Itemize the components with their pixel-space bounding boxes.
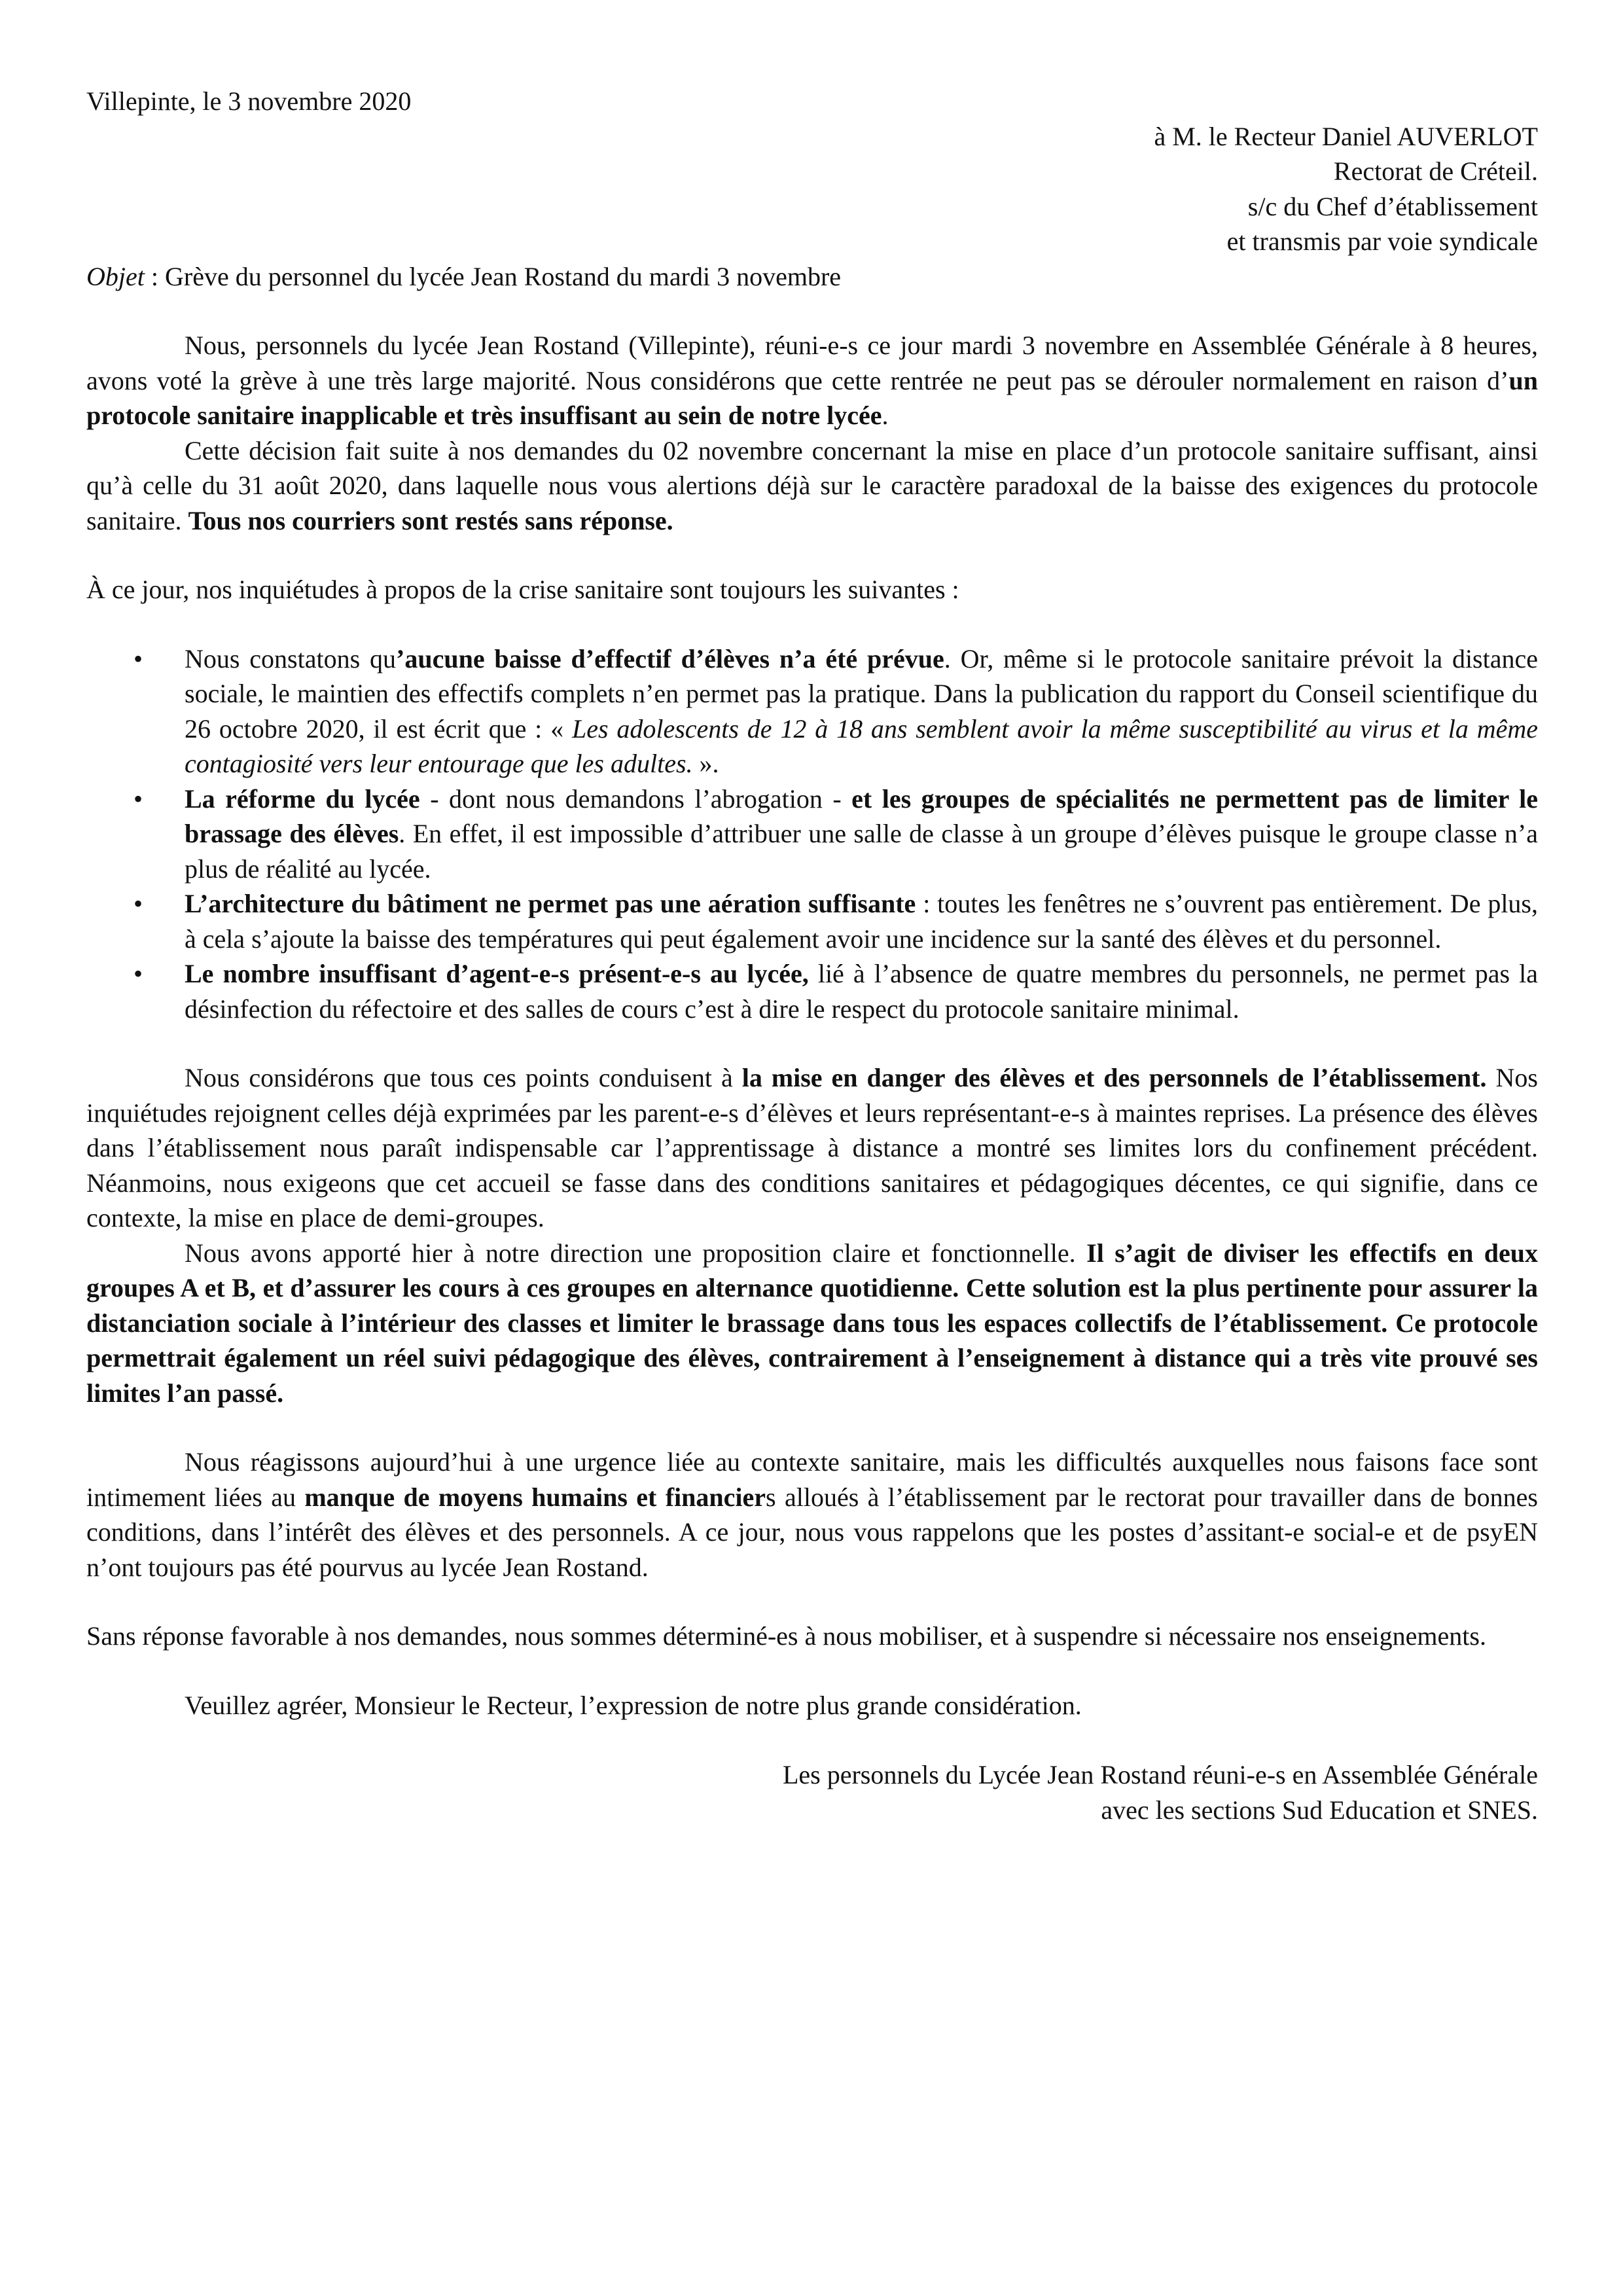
bullet-icon: •: [134, 783, 143, 814]
text-run: s alloués à l’établissement par le rectorat pour travailler dans de bonnes conditions, dans l’intérêt des élèves et des personnels. A ce jour, nous vous rappelons que les postes d’assitant-e social-e et de psyEN n’ont toujours pas été pourvus au lycée Jean Rostand.: [86, 1482, 1539, 1582]
addressee-line: et transmis par voie syndicale: [1226, 226, 1538, 256]
concerns-intro: À ce jour, nos inquiétudes à propos de la crise sanitaire sont toujours les suivantes :: [86, 575, 959, 604]
addressee-block: [86, 119, 1538, 259]
text-run: . En effet, il est impossible d’attribuer une salle de classe à un groupe d’élèves puisque le groupe classe n’a plus de réalité au lycée.: [185, 819, 1538, 884]
body-paragraph-4: [86, 1236, 1538, 1411]
intro-paragraph-1: [86, 328, 1538, 433]
signature-line: Les personnels du Lycée Jean Rostand réuni-e-s en Assemblée Générale: [782, 1760, 1538, 1789]
subject-line: [86, 259, 1538, 295]
text-run: lié à l’absence de quatre membres du personnels, ne permet pas la désinfection du réfectoire et des salles de cours c’est à dire le respect du protocole sanitaire minimal.: [185, 959, 1538, 1024]
closing-formula: Veuillez agréer, Monsieur le Recteur, l’expression de notre plus grande considération.: [185, 1690, 1082, 1720]
list-item: [86, 956, 1538, 1026]
list-item: [86, 781, 1538, 887]
bullet-icon: •: [134, 959, 143, 988]
body-paragraph-5: [86, 1444, 1538, 1585]
text-run: : toutes les fenêtres ne s’ouvrent pas entièrement. De plus, à cela s’ajoute la baisse des températures qui peut également avoir une incidence sur la santé des élèves et du personnel.: [185, 889, 1538, 954]
signature-block: [86, 1757, 1538, 1827]
bold-run: L’architecture du bâtiment ne permet pas une aération suffisante: [185, 889, 916, 918]
text-run: . Or, même si le protocole sanitaire prévoit la distance sociale, le maintien des effectifs complets n’en permet pas la pratique. Dans la publication du rapport du Conseil scientifique du 26 octobre 2020, il est écrit que : «: [185, 643, 1538, 744]
text-run: Nous considérons que tous ces points conduisent à: [185, 1063, 742, 1092]
bold-run: ’aucune baisse d’effectif d’élèves n’a été prévue: [396, 643, 944, 673]
bullet-icon: •: [134, 643, 143, 673]
text-run: Nous avons apporté hier à notre direction une proposition claire et fonctionnelle.: [185, 1238, 1087, 1268]
quote-run: Les adolescents de 12 à 18 ans semblent avoir la même susceptibilité au virus et la même contagiosité vers leur entourage que les adultes.: [185, 713, 1539, 778]
bold-run: un protocole sanitaire inapplicable et très insuffisant au sein de notre lycée: [86, 365, 1538, 430]
list-item: [86, 641, 1538, 781]
bold-run: la mise en danger des élèves et des personnels de l’établissement.: [741, 1063, 1487, 1092]
addressee-line: à M. le Recteur Daniel AUVERLOT: [1154, 121, 1538, 151]
text-run: ».: [692, 749, 719, 778]
intro-paragraph-2: [86, 433, 1538, 539]
subject-text: : Grève du personnel du lycée Jean Rostand du mardi 3 novembre: [144, 261, 842, 291]
signature-line: avec les sections Sud Education et SNES.: [1101, 1795, 1538, 1825]
text-run: Nous réagissons aujourd’hui à une urgence liée au contexte sanitaire, mais les difficultés auxquelles nous faisons face sont intimement liées au: [86, 1447, 1538, 1512]
text-run: .: [882, 401, 889, 430]
bold-run: La réforme du lycée: [185, 783, 420, 814]
body-paragraph-6: Sans réponse favorable à nos demandes, nous sommes déterminé-es à nous mobiliser, et à suspendre si nécessaire nos enseignements.: [86, 1621, 1486, 1651]
subject-label: Objet: [86, 261, 145, 291]
addressee-line: Rectorat de Créteil.: [1333, 156, 1538, 186]
text-run: Cette décision fait suite à nos demandes du 02 novembre concernant la mise en place d’un protocole sanitaire suffisant, ainsi qu’à celle du 31 août 2020, dans laquelle nous vous alertions déjà sur le caractère paradoxal de la baisse des exigences du protocole sanitaire.: [86, 435, 1538, 535]
bold-run: et les groupes de spécialités ne permettent pas de limiter le brassage des élèves: [185, 783, 1539, 848]
bold-run: manque de moyens humains et financier: [304, 1482, 766, 1512]
body-paragraph-3: [86, 1060, 1538, 1236]
text-run: Nous constatons qu: [185, 643, 397, 673]
text-run: - dont nous demandons l’abrogation -: [419, 783, 852, 814]
list-item: [86, 886, 1538, 956]
bullet-icon: •: [134, 889, 143, 918]
letter-page: [86, 84, 1538, 1827]
addressee-line: s/c du Chef d’établissement: [1247, 191, 1538, 221]
date-line: Villepinte, le 3 novembre 2020: [86, 86, 412, 116]
concerns-list: [86, 641, 1538, 1027]
text-run: Nous, personnels du lycée Jean Rostand (Villepinte), réuni-e-s ce jour mardi 3 novembre en Assemblée Générale à 8 heures, avons voté la grève à une très large majorité. Nous considérons que cette rentrée ne peut pas se dérouler normalement en raison d’: [86, 331, 1538, 395]
bold-run: Il s’agit de diviser les effectifs en deux groupes A et B, et d’assurer les cours à ces groupes en alternance quotidienne. Cette solution est la plus pertinente pour assurer la distanciation sociale à l’intérieur des classes et limiter le brassage dans tous les espaces collectifs de l’établissement. Ce protocole permettrait également un réel suivi pédagogique des élèves, contrairement à l’enseignement à distance qui a très vite prouvé ses limites l’an passé.: [86, 1238, 1539, 1408]
bold-run: Tous nos courriers sont restés sans réponse.: [188, 505, 673, 535]
text-run: Nos inquiétudes rejoignent celles déjà exprimées par les parent-e-s d’élèves et leurs représentant-e-s à maintes reprises. La présence des élèves dans l’établissement nous paraît indispensable car l’apprentissage à distance a montré ses limites lors du confinement précédent. Néanmoins, nous exigeons que cet accueil se fasse dans des conditions sanitaires et pédagogiques décentes, ce qui signifie, dans ce contexte, la mise en place de demi-groupes.: [86, 1063, 1538, 1232]
bold-run: Le nombre insuffisant d’agent-e-s présent-e-s au lycée,: [185, 959, 809, 988]
